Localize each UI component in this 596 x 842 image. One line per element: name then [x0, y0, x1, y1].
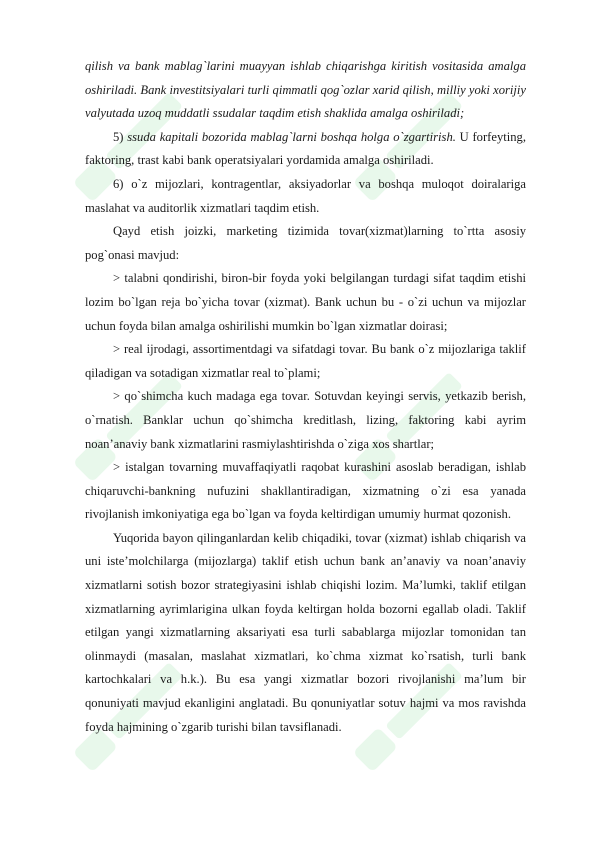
text-run: > talabni qondirishi, biron-bir foyda yoki belgilangan turdagi sifat taqdim etishi lozim bo`lgan reja bo`yicha tovar (xizmat). Bank uchun bu - o`zi uchun va mijozlar uchun foyda bilan amalga oshirilishi mumkin bo`lgan xizmatlar doirasi;: [85, 271, 526, 333]
paragraph: [85, 173, 526, 220]
paragraph: [85, 220, 526, 267]
text-run: U forfeyting, faktoring, trast kabi bank operatsiyalari yordamida amalga oshiriladi.: [85, 129, 526, 168]
text-run: > qo`shimcha kuch madaga ega tovar. Sotuvdan keyingi servis, yetkazib berish, o`rnatish. Banklar uchun qo`shimcha kreditlash, lizing, faktoring kabi ayrim noan’anaviy bank xizmatlarini rasmiylashtirishda o`ziga xos shartlar;: [85, 389, 526, 451]
document-body: [85, 55, 526, 739]
paragraph: [85, 385, 526, 456]
paragraph: [85, 267, 526, 338]
paragraph: [85, 126, 526, 173]
paragraph: [85, 527, 526, 739]
text-run: 5): [113, 129, 128, 144]
paragraph: [85, 55, 526, 126]
text-run: > istalgan tovarning muvaffaqiyatli raqobat kurashini asoslab beradigan, ishlab chiqaruvchi-bankning nufuzini shakllantiradigan, xizmatning o`zi esa yanada rivojlanish imkoniyatiga ega bo`lgan va foyda keltirdigan umumiy hurmat qozonish.: [85, 460, 526, 522]
text-run: > real ijrodagi, assortimentdagi va sifatdagi tovar. Bu bank o`z mijozlariga taklif qiladigan va sotadigan xizmatlar real to`plami;: [85, 342, 526, 380]
italic-text: ssuda kapitali bozorida mablag`larni boshqa holga o`zgartirish.: [127, 129, 456, 144]
text-run: 6) o`z mijozlari, kontragentlar, aksiyadorlar va boshqa muloqot doiralariga maslahat va auditorlik xizmatlari taqdim etish.: [85, 176, 526, 215]
italic-text: qilish va bank mablag`larini muayyan ishlab chiqarishga kiritish vositasida amalga oshiriladi. Bank investitsiyalari turli qimmatli qog`ozlar xarid qilish, milliy yoki xorijiy valyutada uzoq muddatli ssudalar taqdim etish shaklida amalga oshiriladi;: [85, 59, 526, 121]
paragraph: [85, 456, 526, 527]
text-run: Qayd etish joizki, marketing tizimida tovar(xizmat)larning to`rtta asosiy pog`onasi mavjud:: [85, 224, 526, 262]
paragraph: [85, 338, 526, 385]
text-run: Yuqorida bayon qilinganlardan kelib chiqadiki, tovar (xizmat) ishlab chiqarish va uni iste’molchilarga (mijozlarga) taklif etish uchun bank an’anaviy va noan’anaviy xizmatlarni sotish bozor strategiyasini ishlab chiqishi lozim. Ma’lumki, taklif etilgan xizmatlarning ayrimlarigina ulkan foyda keltirgan holda bozorni egallab oladi. Taklif etilgan yangi xizmatlarning aksariyati esa turli sabablarga mijozlar tomonidan tan olinmaydi (masalan, maslahat xizmatlari, ko`chma xizmat ko`rsatish, turli bank kartochkalari va h.k.). Bu esa yangi xizmatlar bozori rivojlanishi ma’lum bir qonuniyati mavjud ekanligini anglatadi. Bu qonuniyatlar sotuv hajmi va mos ravishda foyda hajmining o`zgarib turishi bilan tavsiflanadi.: [85, 530, 526, 734]
